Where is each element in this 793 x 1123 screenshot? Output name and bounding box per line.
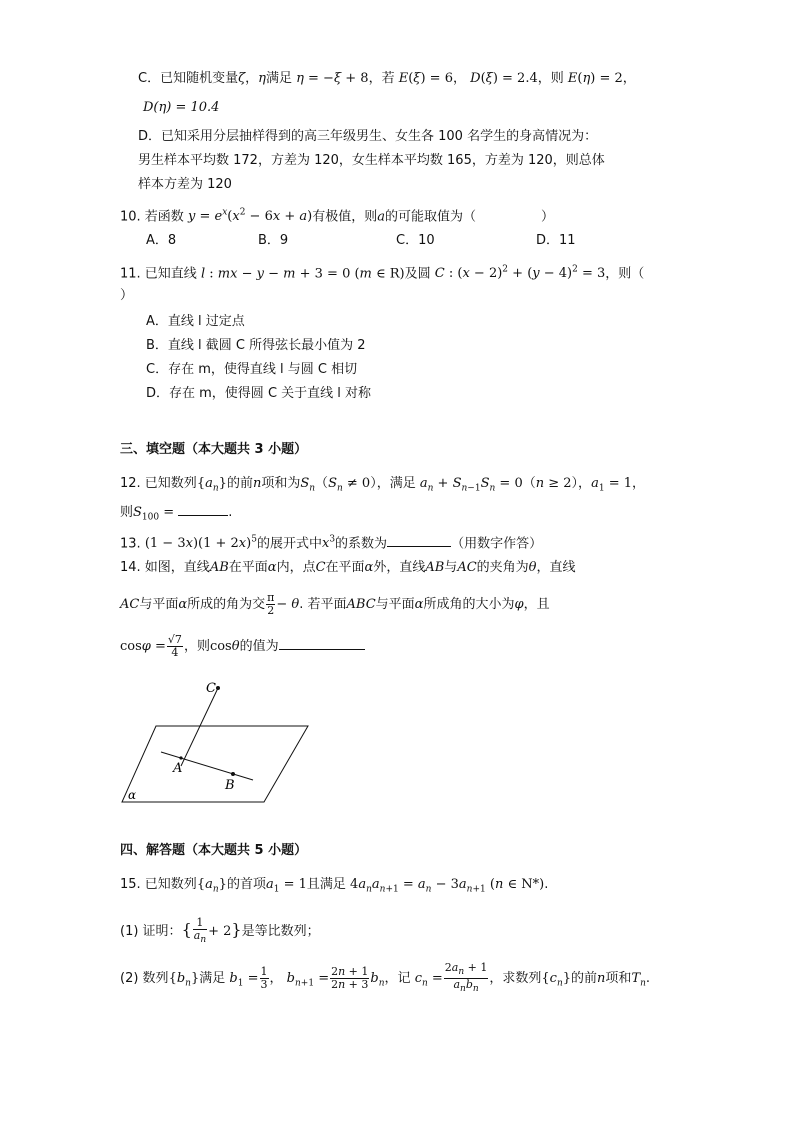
q15-part2: (2) 数列$\{b_n\}$满足 $b_1$ = $\frac{1}{3}$ ， $b_{n+1}$ = $\frac{2n + 1}{2n + 3}$ $b_n$，记 $c_n$ = $\frac{2a_n + 1}{a_nb_n}$ ，求数列$\{c_n\}$的前n项和$T_n$. <box>120 961 651 995</box>
q11-stem-close: ） <box>120 288 134 303</box>
q14-frac-pi-over-2: $\frac{\pi}{2}$ <box>267 591 275 617</box>
point-c <box>216 686 220 690</box>
q12-stem: 12. 已知数列$\{a_n\}$的前n项和为$S_n(S_n \ne 0)$，满足 $a_n + S_{n-1}S_n = 0(n \ge 2)$，$a_1 = 1$， <box>120 476 646 494</box>
q9-option-d-line3: 样本方差为 120 <box>138 177 232 192</box>
q13-stem: 13. $(1 - 3x)(1 + 2x)^5$的展开式中$x^3$的系数为 （用数字作答） <box>120 535 543 552</box>
q10-option-c: C．10 <box>396 233 435 248</box>
plane-alpha-parallelogram <box>122 726 308 802</box>
label-c: C <box>206 681 216 696</box>
q9-option-d-line2: 男生样本平均数 172，方差为 120，女生样本平均数 165，方差为 120，则总体 <box>138 153 605 168</box>
q14-line1: 14. 如图，直线AB在平面α内，点C在平面α外，直线AB与AC的夹角为θ，直线 <box>120 560 576 575</box>
q9-option-d-line1: D．已知采用分层抽样得到的高三年级男生、女生各 100 名学生的身高情况为： <box>138 129 598 144</box>
q9-option-c-line2: D(η) = 10.4 <box>143 100 220 115</box>
q14-line2: AC与平面α所成的角为交 $\frac{\pi}{2}$ − θ. 若平面ABC与平面α所成角的大小为φ，且 <box>120 591 550 617</box>
q10-stem: 10. 若函数 $y = e^x(x^2 - 6x + a)$有极值，则a的可能取值为（ ） <box>120 208 555 225</box>
label-a: A <box>173 761 183 776</box>
section-heading-solutions: 四、解答题（本大题共 5 小题） <box>120 843 308 858</box>
point-a <box>179 756 182 759</box>
q14-plane-figure <box>118 672 318 812</box>
point-b <box>231 772 235 776</box>
q11-option-a: A．直线 l 过定点 <box>146 314 245 329</box>
q13-answer-blank[interactable] <box>387 534 451 547</box>
q14-answer-blank[interactable] <box>279 637 365 650</box>
q15-part1: (1) 证明：{ $\frac{1}{a_n}$ + 2}是等比数列； <box>120 915 320 946</box>
q9-option-c: C．已知随机变量ζ，η满足 η = −ξ + 8，若 E(ξ) = 6， D(ξ) = 2.4，则 E(η) = 2， <box>138 71 636 86</box>
q14-frac-sqrt7-over-4: $\frac{√7}{4}$ <box>167 633 182 659</box>
q12-answer-blank[interactable] <box>178 503 228 516</box>
q10-option-a: A．8 <box>146 233 177 248</box>
q11-stem: 11. 已知直线 l : mx − y − m + 3 = 0 (m ∈ R)及圆 C : $(x - 2)^2 + (y - 4)^2 = 3$，则（ <box>120 265 645 282</box>
q11-option-d: D．存在 m，使得圆 C 关于直线 l 对称 <box>146 386 372 401</box>
q15-stem: 15. 已知数列$\{a_n\}$的首项$a_1 = 1$且满足 $4a_na_{n+1} = a_n - 3a_{n+1}$ (n ∈ N*). <box>120 877 549 895</box>
q11-option-b: B．直线 l 截圆 C 所得弦长最小值为 2 <box>146 338 366 353</box>
q11-option-c: C．存在 m，使得直线 l 与圆 C 相切 <box>146 362 358 377</box>
line-ac <box>181 688 218 766</box>
label-alpha: α <box>128 788 137 802</box>
section-heading-fill-in: 三、填空题（本大题共 3 小题） <box>120 442 308 457</box>
q14-line3: cosφ = $\frac{√7}{4}$ ，则cosθ的值为 <box>120 634 365 660</box>
q15-frac-1-over-an: $\frac{1}{a_n}$ <box>193 915 207 946</box>
q12-answer-line: 则$S_{100}$ = . <box>120 505 233 523</box>
q10-option-d: D．11 <box>536 233 576 248</box>
label-b: B <box>225 778 235 793</box>
q10-option-b: B．9 <box>258 233 289 248</box>
